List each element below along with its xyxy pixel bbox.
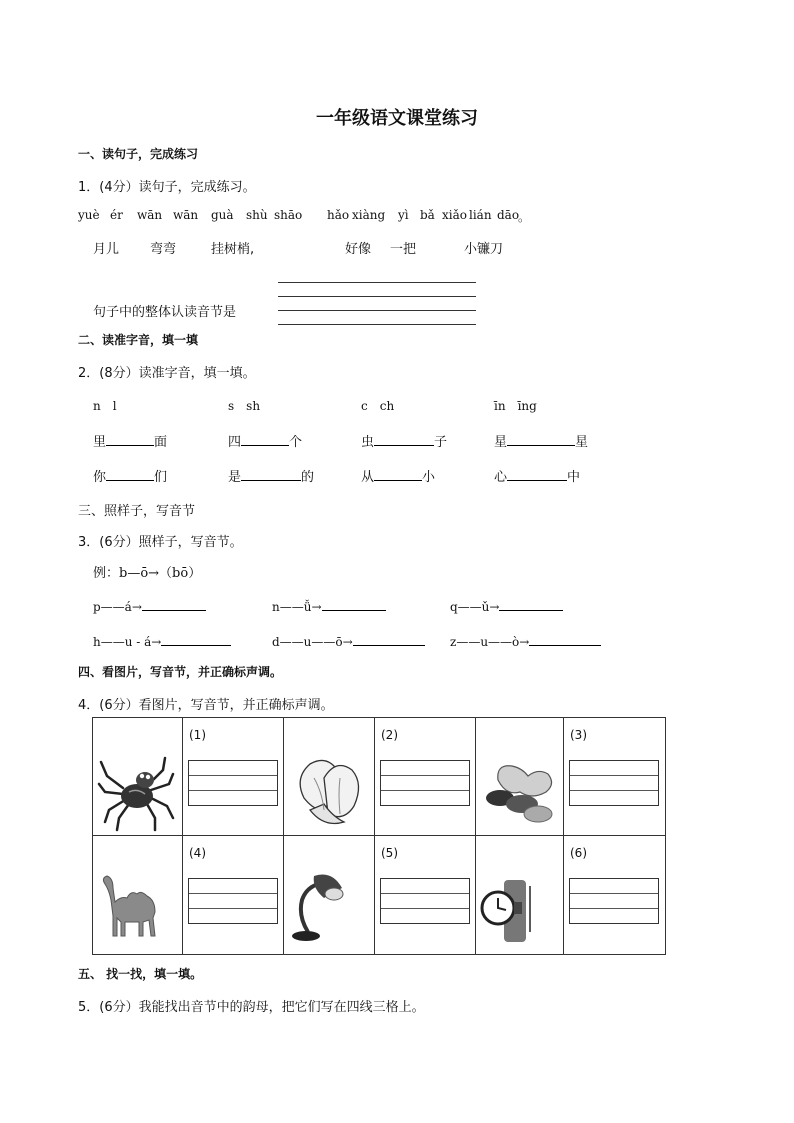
grid-line (381, 908, 469, 909)
section-4-heading: 四、看图片，写音节，并正确标声调。 (78, 665, 283, 679)
answer-cell (564, 836, 666, 955)
char-after: 面 (154, 435, 168, 450)
four-line-grid[interactable] (380, 760, 470, 806)
pinyin-syllable: dāo (497, 208, 520, 222)
answer-cell (375, 836, 476, 955)
writing-line (278, 296, 476, 297)
answer-cell (375, 718, 476, 836)
answer-blank[interactable] (322, 596, 386, 611)
picture-cell (93, 836, 183, 955)
page-title: 一年级语文课堂练习 (316, 108, 478, 129)
grid-line (189, 893, 277, 894)
word: 好像 (345, 242, 372, 257)
word: 一把 (390, 242, 417, 257)
char-after: 中 (567, 470, 581, 485)
q3-example: 例：b—ō→（bō） (93, 566, 202, 581)
desk-lamp-icon (284, 836, 374, 955)
char-after: 个 (289, 435, 303, 450)
picture-cell (476, 836, 564, 955)
answer-blank[interactable] (241, 466, 301, 481)
section-3-heading: 三、照样子，写音节 (78, 504, 196, 519)
answer-label: (3) (570, 728, 587, 742)
pinyin-syllable: lián (469, 208, 492, 222)
answer-blank[interactable] (374, 431, 434, 446)
pinyin-syllable: yì (398, 208, 409, 222)
initial-pair: īn īng (494, 399, 537, 413)
char-before: 是 (228, 470, 242, 485)
char-before: 从 (361, 470, 375, 485)
spell-item (272, 631, 425, 649)
section-1-heading: 一、读句子，完成练习 (78, 147, 199, 161)
writing-line (278, 282, 476, 283)
char-after: 小 (422, 470, 436, 485)
answer-blank[interactable] (499, 596, 563, 611)
grid-line (381, 893, 469, 894)
answer-blank[interactable] (529, 631, 601, 646)
answer-label: (6) (570, 846, 587, 860)
spider-icon (93, 718, 182, 836)
answer-cell (183, 836, 284, 955)
answer-blank[interactable] (106, 466, 154, 481)
answer-blank[interactable] (241, 431, 289, 446)
pinyin-syllable: xiàng (352, 208, 386, 222)
grid-line (570, 908, 658, 909)
grid-line (189, 790, 277, 791)
word: 挂树梢, (211, 242, 255, 257)
fill-item (228, 466, 314, 485)
q1-task: 句子中的整体认读音节是 (93, 305, 237, 320)
answer-blank[interactable] (507, 431, 575, 446)
char-before: 心 (494, 470, 508, 485)
writing-line (278, 310, 476, 311)
initial-pair: n l (93, 399, 117, 413)
spell-formula: h——u - á→ (93, 635, 162, 649)
q3-prompt: 3．(6分）照样子，写音节。 (78, 535, 243, 550)
picture-cell (476, 718, 564, 836)
four-line-grid[interactable] (569, 878, 659, 924)
q4-prompt: 4．(6分）看图片，写音节，并正确标声调。 (78, 698, 334, 713)
char-before: 虫 (361, 435, 375, 450)
char-after: 星 (575, 435, 589, 450)
char-after: 们 (154, 470, 168, 485)
pinyin-syllable: 。 (518, 210, 531, 224)
q5-prompt: 5．(6分）我能找出音节中的韵母，把它们写在四线三格上。 (78, 1000, 425, 1015)
char-before: 里 (93, 435, 107, 450)
initial-pair: c ch (361, 399, 395, 413)
pinyin-syllable: wān (137, 208, 163, 222)
answer-blank[interactable] (161, 631, 231, 646)
section-5-heading: 五、 找一找，填一填。 (78, 967, 203, 981)
spell-formula: d——u——ō→ (272, 635, 353, 649)
pinyin-syllable: yuè (78, 208, 100, 222)
fill-item (361, 466, 435, 485)
pinyin-syllable: guà (211, 208, 234, 222)
char-before: 星 (494, 435, 508, 450)
char-before: 你 (93, 470, 107, 485)
grid-line (189, 775, 277, 776)
fill-item (361, 431, 447, 450)
pinyin-syllable: bǎ (420, 208, 435, 222)
word: 弯弯 (150, 242, 177, 257)
picture-cell (93, 718, 183, 836)
spell-item (450, 596, 563, 614)
grid-line (381, 790, 469, 791)
spell-formula: z——u——ò→ (450, 635, 530, 649)
fill-item (494, 431, 588, 450)
grid-line (189, 908, 277, 909)
four-line-grid[interactable] (188, 760, 278, 806)
picture-table (92, 717, 666, 955)
grid-line (381, 775, 469, 776)
writing-line (278, 324, 476, 325)
answer-label: (2) (381, 728, 398, 742)
word: 小镰刀 (464, 242, 504, 257)
fill-item (228, 431, 302, 450)
grid-line (570, 775, 658, 776)
picture-cell (284, 718, 375, 836)
pinyin-syllable: xiǎo (442, 208, 467, 222)
pinyin-syllable: hǎo (327, 208, 350, 222)
q1-prompt: 1．(4分）读句子，完成练习。 (78, 180, 256, 195)
answer-blank[interactable] (353, 631, 425, 646)
section-2-heading: 二、读准字音，填一填 (78, 333, 199, 347)
fill-item (93, 466, 167, 485)
spell-item (450, 631, 601, 649)
answer-label: (4) (189, 846, 206, 860)
fill-item (93, 431, 167, 450)
answer-blank[interactable] (507, 466, 567, 481)
char-before: 四 (228, 435, 242, 450)
answer-blank[interactable] (106, 431, 154, 446)
peanut-icon (476, 718, 563, 836)
pinyin-syllable: ér (110, 208, 123, 222)
pinyin-syllable: shù (246, 208, 268, 222)
answer-blank[interactable] (142, 596, 206, 611)
spell-formula: p——á→ (93, 600, 142, 614)
cabbage-icon (284, 718, 374, 836)
picture-cell (284, 836, 375, 955)
spell-item (93, 631, 231, 649)
grid-line (570, 790, 658, 791)
camel-icon (93, 836, 182, 955)
word: 月儿 (93, 242, 120, 257)
answer-cell (564, 718, 666, 836)
initial-pair: s sh (228, 399, 261, 413)
char-after: 的 (301, 470, 315, 485)
four-line-grid[interactable] (569, 760, 659, 806)
watch-icon (476, 836, 563, 955)
spell-item (93, 596, 206, 614)
four-line-grid[interactable] (380, 878, 470, 924)
fill-item (494, 466, 580, 485)
answer-cell (183, 718, 284, 836)
four-line-grid[interactable] (188, 878, 278, 924)
char-after: 子 (434, 435, 448, 450)
pinyin-syllable: wān (173, 208, 199, 222)
spell-formula: q——ǔ→ (450, 600, 500, 614)
spell-item (272, 596, 386, 614)
answer-label: (1) (189, 728, 206, 742)
q2-prompt: 2．(8分）读准字音，填一填。 (78, 366, 256, 381)
answer-label: (5) (381, 846, 398, 860)
grid-line (570, 893, 658, 894)
pinyin-syllable: shāo (274, 208, 303, 222)
spell-formula: n——ǚ→ (272, 600, 322, 614)
answer-blank[interactable] (374, 466, 422, 481)
